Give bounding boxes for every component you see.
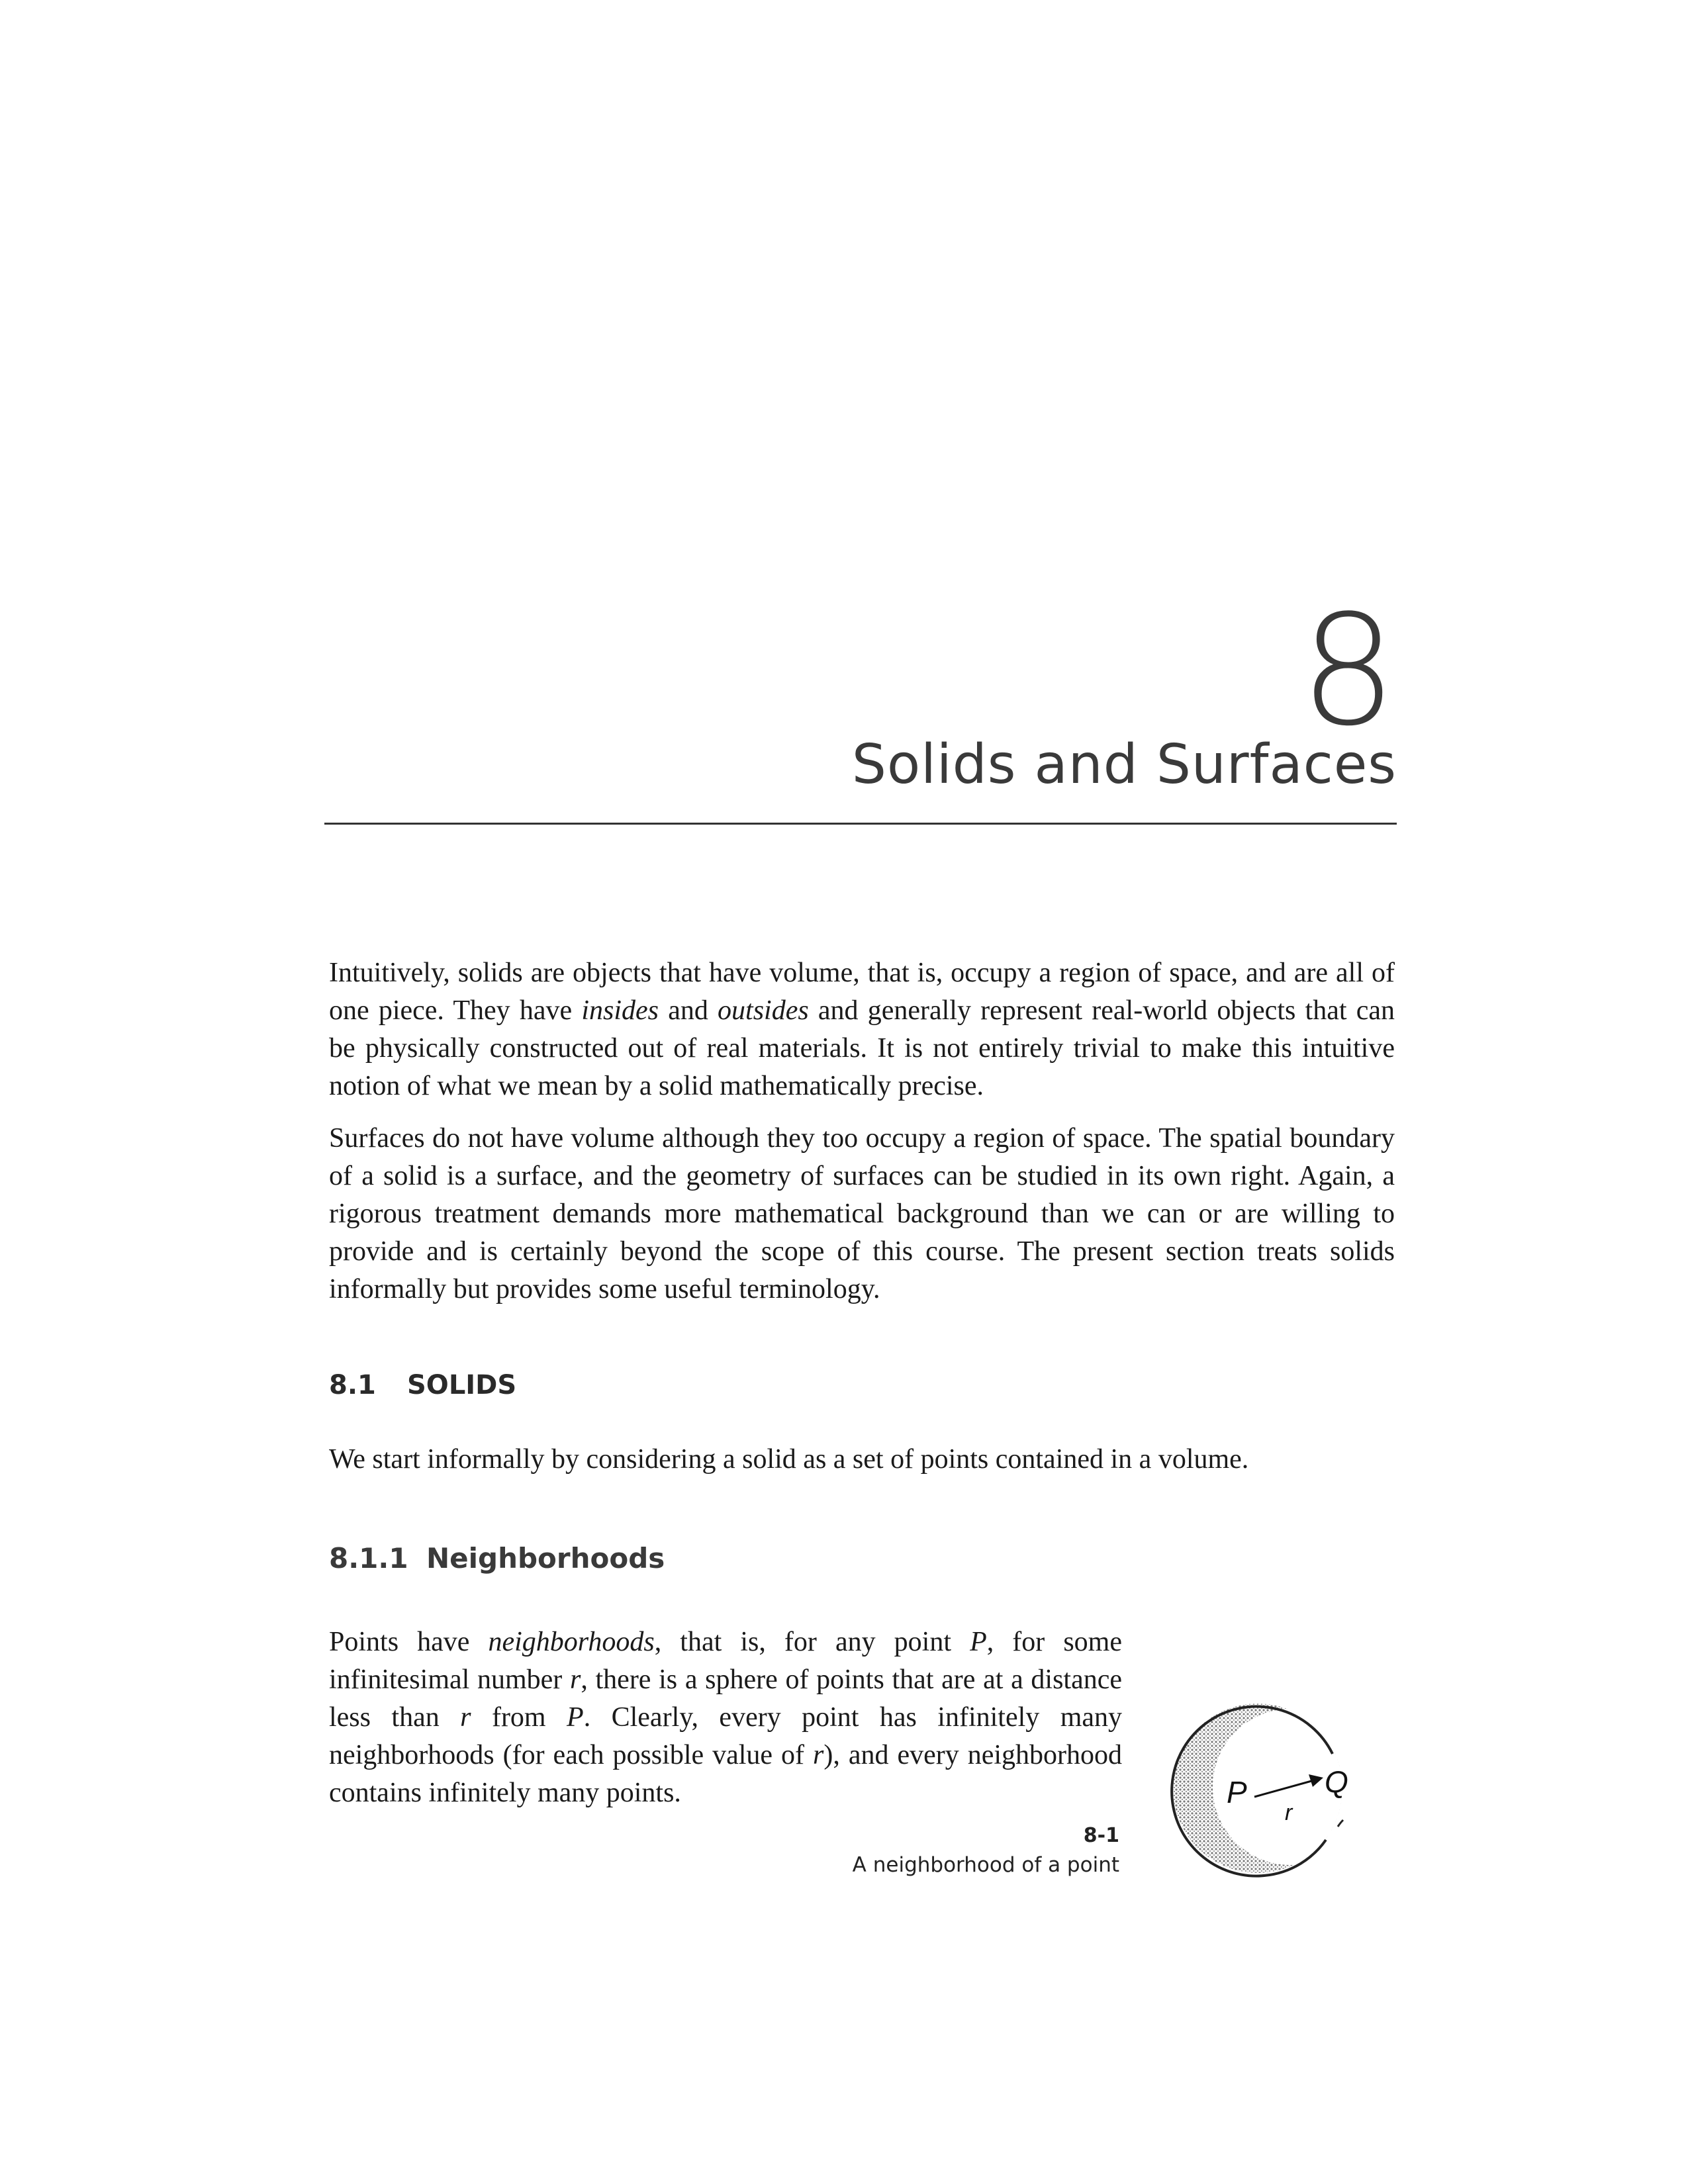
intro-paragraph-2: Surfaces do not have volume although they too occupy a region of space. The spatial boundary of a solid is a surface, and the geometry of surfaces can be studied in its own right. Again, a rigorous treatment demands more mathematical background than we can or are willing to provide and is certainly beyond the scope of this course. The present section treats solids informally but provides some useful terminology.: [329, 1123, 1395, 1304]
subsection-number: 8.1.1: [329, 1542, 408, 1574]
intro-paragraph-1: Intuitively, solids are objects that have volume, that is, occupy a region of space, and are all of one piece. They have insides and outsides and generally represent real-world objects that can be physically constructed out of real materials. It is not entirely trivial to make this intuitive notion of what we mean by a solid mathematically precise.: [329, 958, 1395, 1101]
neighborhoods-paragraph: Points have neighborhoods, that is, for any point P, for some infinitesimal number r, there is a sphere of points that are at a distance less than r from P. Clearly, every point has infinitely many neighborhoods (for each possible value of r), and every neighborhood contains infinitely many points.: [329, 1627, 1123, 1808]
point-p-label: P: [1227, 1775, 1247, 1809]
sphere-outline-tail: [1338, 1820, 1343, 1827]
chapter-title: Solids and Surfaces: [851, 733, 1397, 796]
point-q-label: Q: [1325, 1764, 1348, 1799]
figure-number: 8-1: [1083, 1824, 1119, 1847]
subsection-title: Neighborhoods: [426, 1542, 665, 1574]
section-title: SOLIDS: [407, 1370, 517, 1400]
section-heading-8-1: [329, 1370, 516, 1400]
radius-r-label: r: [1285, 1800, 1293, 1825]
neighborhood-figure: [1155, 1681, 1393, 1893]
title-rule: [324, 823, 1397, 825]
section-number: 8.1: [329, 1370, 376, 1400]
chapter-number: 8: [1299, 583, 1397, 760]
section-8-1-paragraph: We start informally by considering a solid as a set of points contained in a volume.: [329, 1444, 1249, 1475]
subsection-heading-8-1-1: [329, 1542, 665, 1574]
figure-caption: A neighborhood of a point: [852, 1853, 1119, 1877]
